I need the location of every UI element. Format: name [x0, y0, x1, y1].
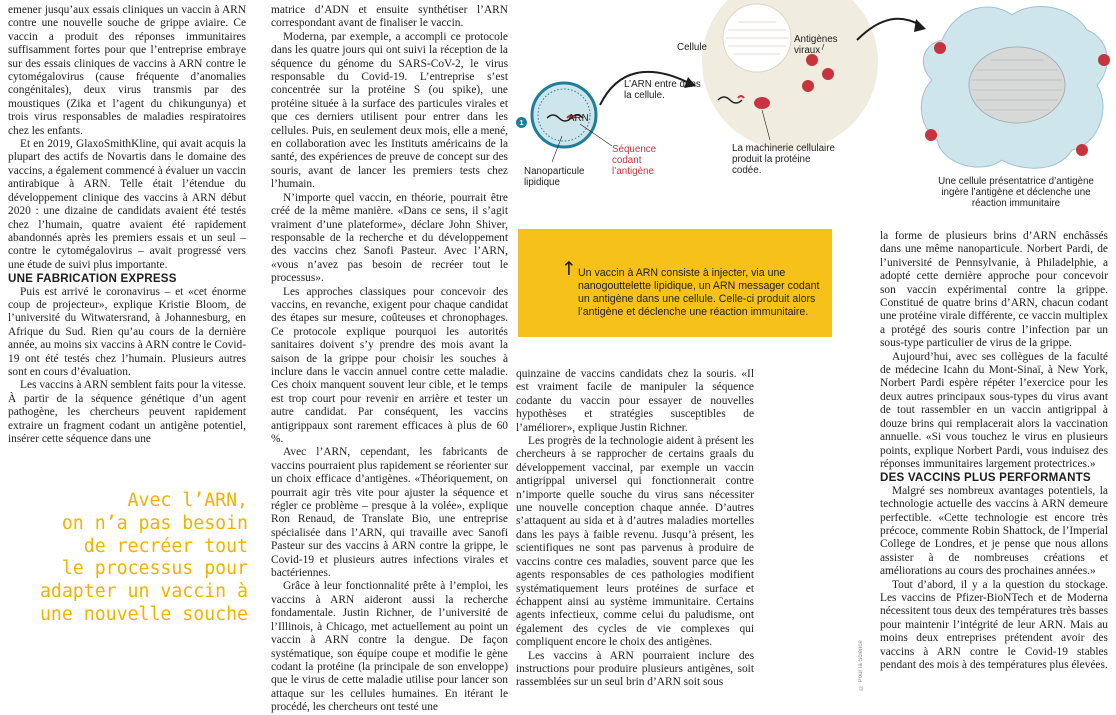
arn-label: ARN: [568, 113, 589, 124]
paragraph: Tout d’abord, il y a la question du stockage. Les vaccins de Pfizer-BioNTech et de Moderna nécessitent tous deux des températures très basses pour maintenir l’intégrité de leur ARN. Mais au moins deux entreprises prétendent avoir des vaccins à ARN contre le Covid-19 stables pendant des mois à des températures plus élevées.: [880, 578, 1108, 671]
paragraph: quinzaine de vaccins candidats chez la souris. «Il est vraiment facile de manipuler la séquence codante du vaccin pour essayer de nouvelles hypothèses et stratégies susceptibles de l’améliorer», explique Justin Richner.: [516, 368, 754, 434]
paragraph: Les vaccins à ARN pourraient inclure des instructions pour produire plusieurs antigènes, soit rassemblées sur un seul brin d’ARN soit sous: [516, 649, 754, 689]
antigens-label: Antigènes viraux: [794, 34, 838, 57]
paragraph: Les vaccins à ARN semblent faits pour la vitesse. À partir de la séquence génétique d’un agent pathogène, les chercheurs peuvent rapidement extraire un fragment codant un antigène potentiel, insérer cette séquence dans une: [8, 379, 246, 445]
step-number: 1: [516, 117, 527, 128]
figure-caption: Un vaccin à ARN consiste à injecter, via une nanogouttelette lipidique, un ARN messager codant un antigène dans une cellule. Celle-ci produit alors l’antigène et déclenche une réaction immunitaire.: [578, 267, 820, 318]
figure-caption-box: [518, 229, 832, 337]
paragraph: la forme de plusieurs brins d’ARN enchâssés dans une même nanoparticule. Norbert Pardi, de l’université de Pennsylvanie, à Philadelphie, a adopté cette dernière approche pour concevoir son vaccin expérimental contre la grippe. Constitué de quatre brins d’ARN, chacun codant une protéine virale différente, ce vaccin multiplex a protégé des souris contre l’infection par un sous-type particulier de virus de la grippe.: [880, 230, 1108, 350]
paragraph: Les progrès de la technologie aident à présent les chercheurs à se rapprocher de certains graals du développement vaccinal, par exemple un vaccin antigrippal universel qui fonctionnerait contre n’importe quelle souche du virus sans nécessiter une nouvelle conception chaque année. D’autres s’attaquent au sida et à d’autres maladies mortelles dans les pays à faible revenu. Jusqu’à présent, les scientifiques ne sont pas parvenus à produire de vaccins contre ces maladies, souvent parce que les agents responsables de ces pathologies modifient systématiquement leurs protéines de surface et échappent ainsi au système immunitaire. Certains agents infectieux, comme celui du paludisme, ont également des cycles de vie complexes qui compliquent encore le choix des antigènes.: [516, 435, 754, 649]
article-column-2: [271, 4, 508, 715]
up-arrow-icon: ↑: [561, 258, 577, 280]
paragraph: N’importe quel vaccin, en théorie, pourrait être créé de la même manière. «Dans ce sens, il s’agit vraiment d’une plateforme», déclare John Shiver, responsable de la recherche et du développement des vaccins chez Sanofi Pasteur. Avec l’ARN, «vous n’avez pas besoin de recréer tout le processus».: [271, 191, 508, 285]
paragraph: Puis est arrivé le coronavirus – et «cet énorme coup de projecteur», explique Kristie Bloom, de l’université du Witwatersrand, à Johannesburg, en Afrique du Sud. Rien qu’au cours de la dernière année, au moins six vaccins à ARN contre le Covid-19 ont été testés chez l’humain. Plusieurs autres sont en cours d’évaluation.: [8, 285, 246, 378]
pull-quote: Avec l’ARN, on n’a pas besoin de recréer tout le processus pour adapter un vaccin à une nouvelle souche: [39, 490, 248, 625]
paragraph: Grâce à leur fonctionnalité prête à l’emploi, les vaccins à ARN aideront aussi la recherche fondamentale. Justin Richner, de l’université de l’Illinois, à Chicago, met actuellement au point un vaccin à ARN contre la dengue. De façon systématique, son équipe coupe et modifie le gène codant la protéine (la principale de son enveloppe) que le virus de cette maladie utilise pour lancer son attaque sur les cellules humaines. En itérant le procédé, les chercheurs ont testé une: [271, 580, 508, 714]
paragraph: Et en 2019, GlaxoSmithKline, qui avait acquis la plupart des actifs de Novartis dans le domaine des vaccins, a également commencé à évaluer un vaccin antirabique à ARN. Telle était l’étendue du développement clinique des vaccins à ARN début 2020 : une dizaine de candidats avaient été testés chez l’humain, quatre avaient été rapidement abandonnés après les premiers essais et un seul – contre le cytomégalovirus – avait progressé vers une étude de suivi plus importante.: [8, 138, 246, 271]
machinery-label: La machinerie cellulaire produit la protéine codée.: [732, 143, 835, 177]
article-column-1: [8, 4, 246, 446]
cell-label: Cellule: [677, 42, 707, 53]
section-heading: DES VACCINS PLUS PERFORMANTS: [880, 471, 1091, 485]
image-credit: © Pour la Science: [858, 640, 864, 690]
paragraph: matrice d’ADN et ensuite synthétiser l’ARN correspondant avant de finaliser le vaccin.: [271, 4, 508, 30]
article-column-3: [516, 368, 754, 690]
antigen-presenting-cell-label: Une cellule présentatrice d’antigène ingère l’antigène et déclenche une réaction immunitaire: [938, 176, 1094, 210]
paragraph: Moderna, par exemple, a accompli ce protocole dans les quatre jours qui ont suivi la réception de la séquence du génome du SARS-CoV-2, le virus responsable du Covid-19. L’entreprise s’est concentrée sur la protéine S (ou spike), une protéine située à la surface des particules virales et que ces derniers utilisent pour entrer dans les cellules. Puis, en seulement deux mois, elle a mené, en collaboration avec les Instituts américains de la santé, des expériences de preuve de concept sur des souris, avant de lancer les premiers tests chez l’humain.: [271, 30, 508, 191]
sequence-label: Séquence codant l’antigène: [612, 144, 657, 178]
article-column-4: [880, 230, 1108, 672]
paragraph: emener jusqu’aux essais cliniques un vaccin à ARN contre une nouvelle souche de grippe aviaire. Ce vaccin a produit des réponses immunitaires suffisamment fortes pour que l’entreprise embraye sur des essais cliniques de vaccins à ARN contre le cytomégalovirus (cause fréquente d’anomalies congénitales), deux virus transmis par des moustiques (Zika et l’agent du chikungunya) et trois virus responsables de maladies respiratoires chez les enfants.: [8, 4, 246, 137]
paragraph: Aujourd’hui, avec ses collègues de la faculté de médecine Icahn du Mont-Sinaï, à New York, Norbert Pardi espère répéter l’exercice pour les deux autres principaux sous-types du virus avant de tout rassembler en un vaccin antigrippal à douze brins qui remplacerait alors la vaccination annuelle. «Si vous touchez le virus en plusieurs points, explique Norbert Pardi, vous induisez des réponses immunitaires largement protectrices.»: [880, 350, 1108, 470]
paragraph: Malgré ses nombreux avantages potentiels, la technologie actuelle des vaccins à ARN demeure perfectible. «Cette technologie est encore très précoce, commente Robin Shattock, de l’Imperial College de Londres, et je pense que nous allons assister à de nombreuses créations et améliorations au cours des prochaines années.»: [880, 484, 1108, 578]
paragraph: Les approches classiques pour concevoir des vaccins, en revanche, exigent pour chaque candidat des étapes sur mesure, coûteuses et chronophages. Ce protocole explique pourquoi les autorités sanitaires doivent s’y prendre des mois avant la saison de la grippe pour choisir les souches à inclure dans le vaccin annuel contre cette maladie. Ces choix manquent souvent leur cible, et le temps est trop court pour revenir en arrière et tester un autre candidat. Par conséquent, les vaccins antigrippaux sont rarement efficaces à plus de 60 %.: [271, 285, 508, 445]
paragraph: Avec l’ARN, cependant, les fabricants de vaccins pourraient plus rapidement se réorienter sur un choix efficace d’antigènes. «Théoriquement, on pourrait agir très vite pour ajuster la séquence et régler ce problème – presque à la volée», explique Ron Renaud, de Translate Bio, une entreprise spécialisée dans l’ARN, qui travaille avec Sanofi Pasteur sur des vaccins à ARN contre la grippe, le Covid-19 et plusieurs autres infections virales et bactériennes.: [271, 446, 508, 580]
arn-enters-label: L’ARN entre dans la cellule.: [624, 79, 701, 102]
section-heading: UNE FABRICATION EXPRESS: [8, 272, 177, 286]
mrna-vaccine-diagram: [512, 0, 1116, 225]
nanoparticle-label: Nanoparticule lipidique: [524, 166, 585, 189]
